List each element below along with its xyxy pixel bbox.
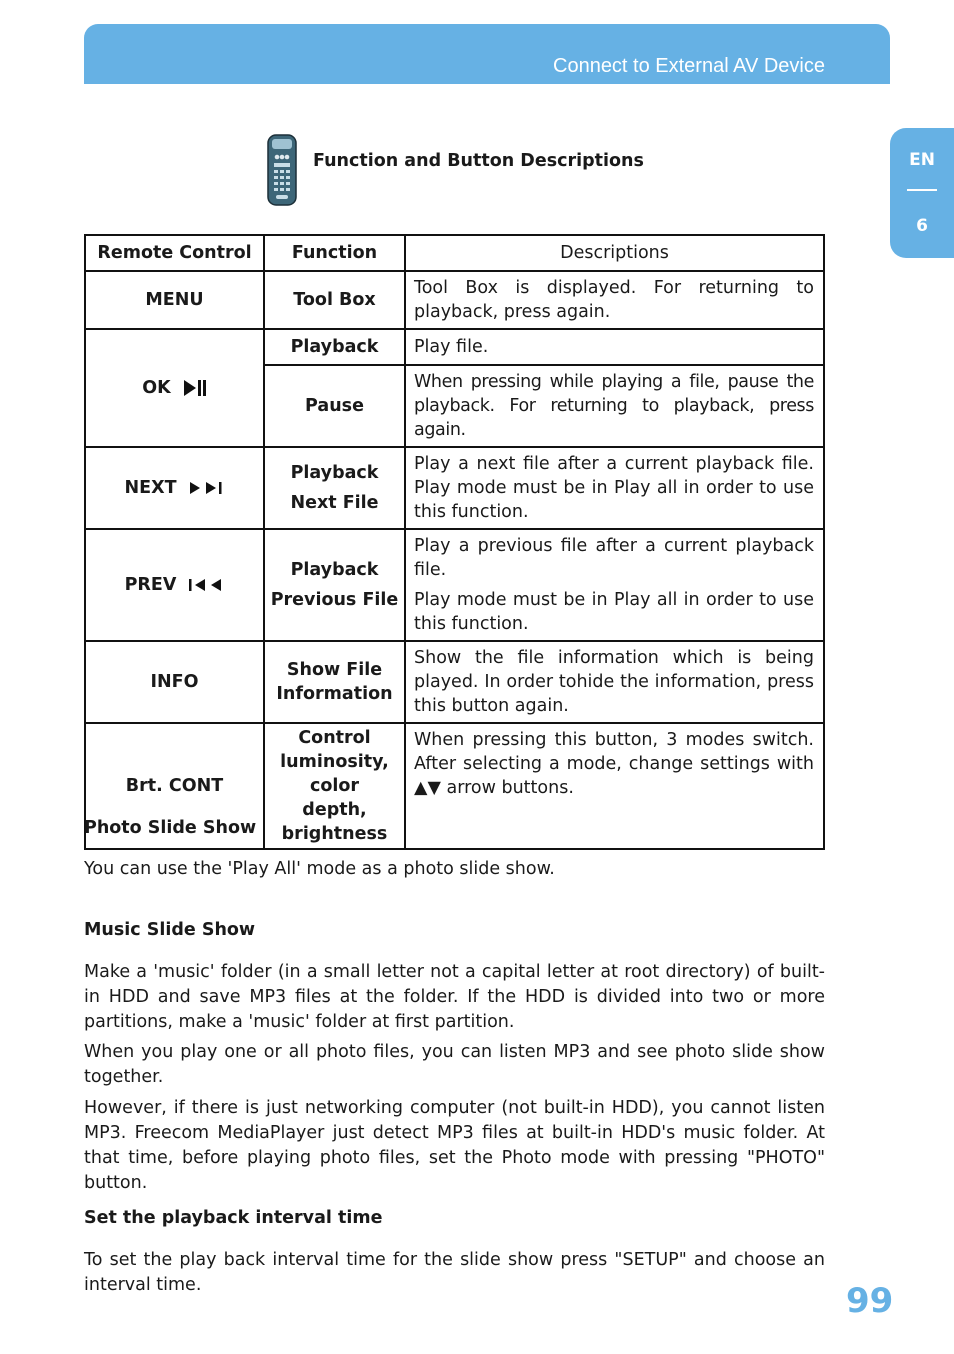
chapter-number: 6 [916,216,928,236]
function-name: Playback [264,329,405,365]
table-row [85,271,824,329]
play-pause-icon [183,379,207,397]
interval-heading: Set the playback interval time [84,1208,383,1228]
function-name: Previous File [270,590,399,610]
function-cell [264,447,405,529]
description: Play a previous file after a current playback file. [414,536,814,580]
function-name: Playback [290,463,379,483]
chapter-tab [890,128,954,258]
header-title: Connect to External AV Device [553,55,825,77]
remote-control-icon [266,134,298,206]
button-name: OK [142,378,171,398]
photo-slide-heading: Photo Slide Show [84,818,257,838]
table-row [85,447,824,529]
interval-text: To set the play back interval time for the slide show press "SETUP" and choose an interval time. [84,1250,825,1295]
function-name: Tool Box [264,271,405,329]
previous-track-icon [188,577,224,593]
function-name: Pause [264,365,405,447]
table-header-row [85,235,824,271]
section-title: Function and Button Descriptions [313,151,644,171]
page-number: 99 [846,1281,894,1321]
description: Play a next file after a current playback file. Play mode must be in Play all in order to use this function. [405,447,824,529]
function-table [84,234,825,850]
music-slide-paragraph: Make a 'music' folder (in a small letter not a capital letter at root directory) of built-in HDD and save MP3 files at the folder. If the HDD is divided into two or more partitions, make a 'music' folder at first partition. [84,962,825,1032]
function-name: Next File [290,493,379,513]
column-header: Descriptions [405,235,824,271]
description: Show the file information which is being played. In order tohide the information, press this button again. [405,641,824,723]
button-name: MENU [85,271,264,329]
button-name: Brt. CONT [85,723,264,849]
function-name: Control luminosity, color depth, brightness [264,723,405,849]
language-label: EN [909,150,935,170]
music-slide-heading: Music Slide Show [84,920,256,940]
button-name: PREV [124,575,177,595]
description: Play file. [405,329,824,365]
description: Play mode must be in Play all in order to use this function. [414,590,814,634]
music-slide-paragraph: However, if there is just networking computer (not built-in HDD), you cannot listen MP3. Freecom MediaPlayer just detect MP3 files at built-in HDD's music folder. At that time, before playing photo files, set the Photo mode with pressing "PHOTO" button. [84,1098,825,1193]
header-bar [84,24,890,84]
next-track-icon [189,480,225,496]
description: When pressing while playing a file, pause the playback. For returning to playback, press again. [405,365,824,447]
description: Tool Box is displayed. For returning to playback, press again. [405,271,824,329]
function-name: Show File Information [264,641,405,723]
photo-slide-text: You can use the 'Play All' mode as a photo slide show. [84,859,555,879]
function-cell [264,529,405,641]
description: When pressing this button, 3 modes switch. After selecting a mode, change settings with ▲▼ arrow buttons. [405,723,824,849]
button-name: INFO [85,641,264,723]
table-row [85,529,824,641]
column-header: Remote Control [85,235,264,271]
button-name: NEXT [124,478,177,498]
description-cell [405,529,824,641]
button-cell [85,529,264,641]
function-name: Playback [290,560,379,580]
table-row [85,641,824,723]
button-cell [85,447,264,529]
music-slide-paragraph: When you play one or all photo files, you can listen MP3 and see photo slide show together. [84,1042,825,1087]
column-header: Function [264,235,405,271]
table-row [85,329,824,365]
button-cell [85,329,264,447]
tab-divider [907,189,937,191]
